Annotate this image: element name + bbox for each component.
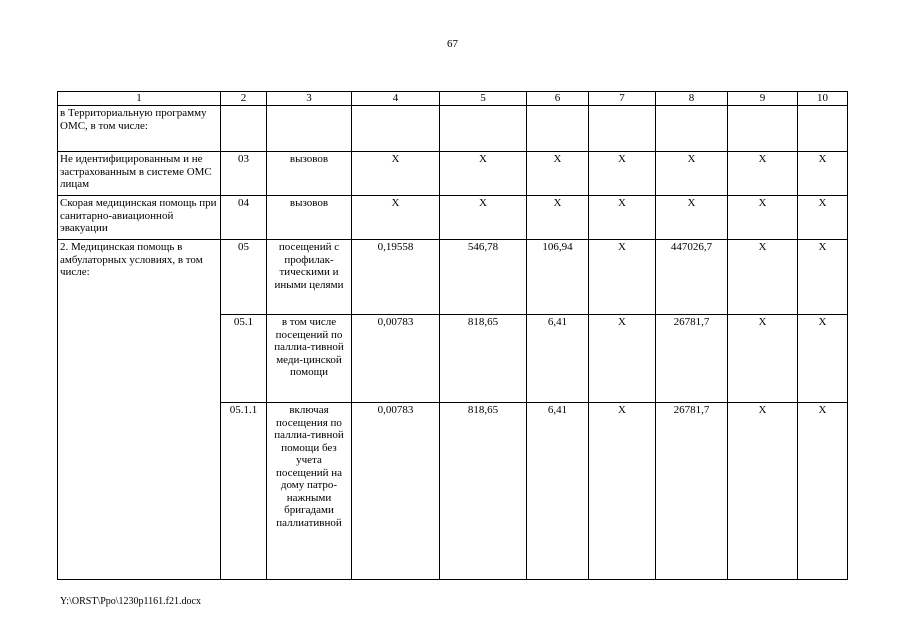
table-row — [58, 106, 848, 152]
cell-col6: 6,41 — [527, 315, 589, 403]
cell-col6 — [527, 106, 589, 152]
cell-col4: 0,00783 — [352, 403, 440, 580]
row-label: Не идентифицированным и не застрахованным в системе ОМС лицам — [58, 152, 221, 196]
cell-col6: 106,94 — [527, 240, 589, 315]
header-cell: 7 — [589, 92, 656, 106]
cell-col9 — [728, 106, 798, 152]
cell-col4: Х — [352, 196, 440, 240]
cell-col5: 818,65 — [440, 403, 527, 580]
header-row — [58, 92, 848, 106]
row-unit — [267, 106, 352, 152]
row-code — [221, 106, 267, 152]
row-unit: вызовов — [267, 196, 352, 240]
footer-file-path: Y:\ORST\Ppo\1230p1161.f21.docx — [60, 596, 201, 607]
cell-col7: Х — [589, 240, 656, 315]
row-code: 05 — [221, 240, 267, 315]
row-code: 03 — [221, 152, 267, 196]
cell-col10: Х — [798, 152, 848, 196]
cell-col8: Х — [656, 152, 728, 196]
row-code: 05.1 — [221, 315, 267, 403]
row-label: 2. Медицинская помощь в амбулаторных условиях, в том числе: — [58, 240, 221, 580]
cell-col7: Х — [589, 403, 656, 580]
cell-col6: Х — [527, 196, 589, 240]
header-cell: 9 — [728, 92, 798, 106]
cell-col10: Х — [798, 240, 848, 315]
cell-col9: Х — [728, 196, 798, 240]
header-cell: 3 — [267, 92, 352, 106]
cell-col10: Х — [798, 196, 848, 240]
cell-col7: Х — [589, 315, 656, 403]
cell-col9: Х — [728, 240, 798, 315]
header-cell: 2 — [221, 92, 267, 106]
cell-col7: Х — [589, 196, 656, 240]
header-cell: 10 — [798, 92, 848, 106]
cell-col6: Х — [527, 152, 589, 196]
cell-col8: Х — [656, 196, 728, 240]
cell-col8 — [656, 106, 728, 152]
cell-col5: 546,78 — [440, 240, 527, 315]
cell-col6: 6,41 — [527, 403, 589, 580]
cell-col7: Х — [589, 152, 656, 196]
cell-col9: Х — [728, 403, 798, 580]
cell-col5 — [440, 106, 527, 152]
header-cell: 5 — [440, 92, 527, 106]
cell-col4: 0,00783 — [352, 315, 440, 403]
medical-care-table — [57, 91, 848, 580]
table-row — [58, 196, 848, 240]
header-cell: 4 — [352, 92, 440, 106]
cell-col9: Х — [728, 152, 798, 196]
row-code: 05.1.1 — [221, 403, 267, 580]
cell-col7 — [589, 106, 656, 152]
cell-col9: Х — [728, 315, 798, 403]
cell-col10: Х — [798, 403, 848, 580]
table-row — [58, 240, 848, 315]
header-cell: 1 — [58, 92, 221, 106]
cell-col10 — [798, 106, 848, 152]
page-number: 67 — [447, 38, 458, 50]
cell-col10: Х — [798, 315, 848, 403]
cell-col4: Х — [352, 152, 440, 196]
cell-col8: 26781,7 — [656, 403, 728, 580]
row-label: Скорая медицинская помощь при санитарно-авиационной эвакуации — [58, 196, 221, 240]
row-code: 04 — [221, 196, 267, 240]
cell-col5: Х — [440, 196, 527, 240]
row-unit: посещений с профилак-тическими и иными целями — [267, 240, 352, 315]
cell-col8: 26781,7 — [656, 315, 728, 403]
cell-col5: 818,65 — [440, 315, 527, 403]
cell-col4 — [352, 106, 440, 152]
row-unit: вызовов — [267, 152, 352, 196]
header-cell: 8 — [656, 92, 728, 106]
header-cell: 6 — [527, 92, 589, 106]
cell-col8: 447026,7 — [656, 240, 728, 315]
cell-col4: 0,19558 — [352, 240, 440, 315]
row-unit: включая посещения по паллиа-тивной помощи без учета посещений на дому патро-нажными бригадами паллиативной — [267, 403, 352, 580]
row-label: в Территориальную программу ОМС, в том числе: — [58, 106, 221, 152]
cell-col5: Х — [440, 152, 527, 196]
row-unit: в том числе посещений по паллиа-тивной меди-цинской помощи — [267, 315, 352, 403]
table-row — [58, 152, 848, 196]
